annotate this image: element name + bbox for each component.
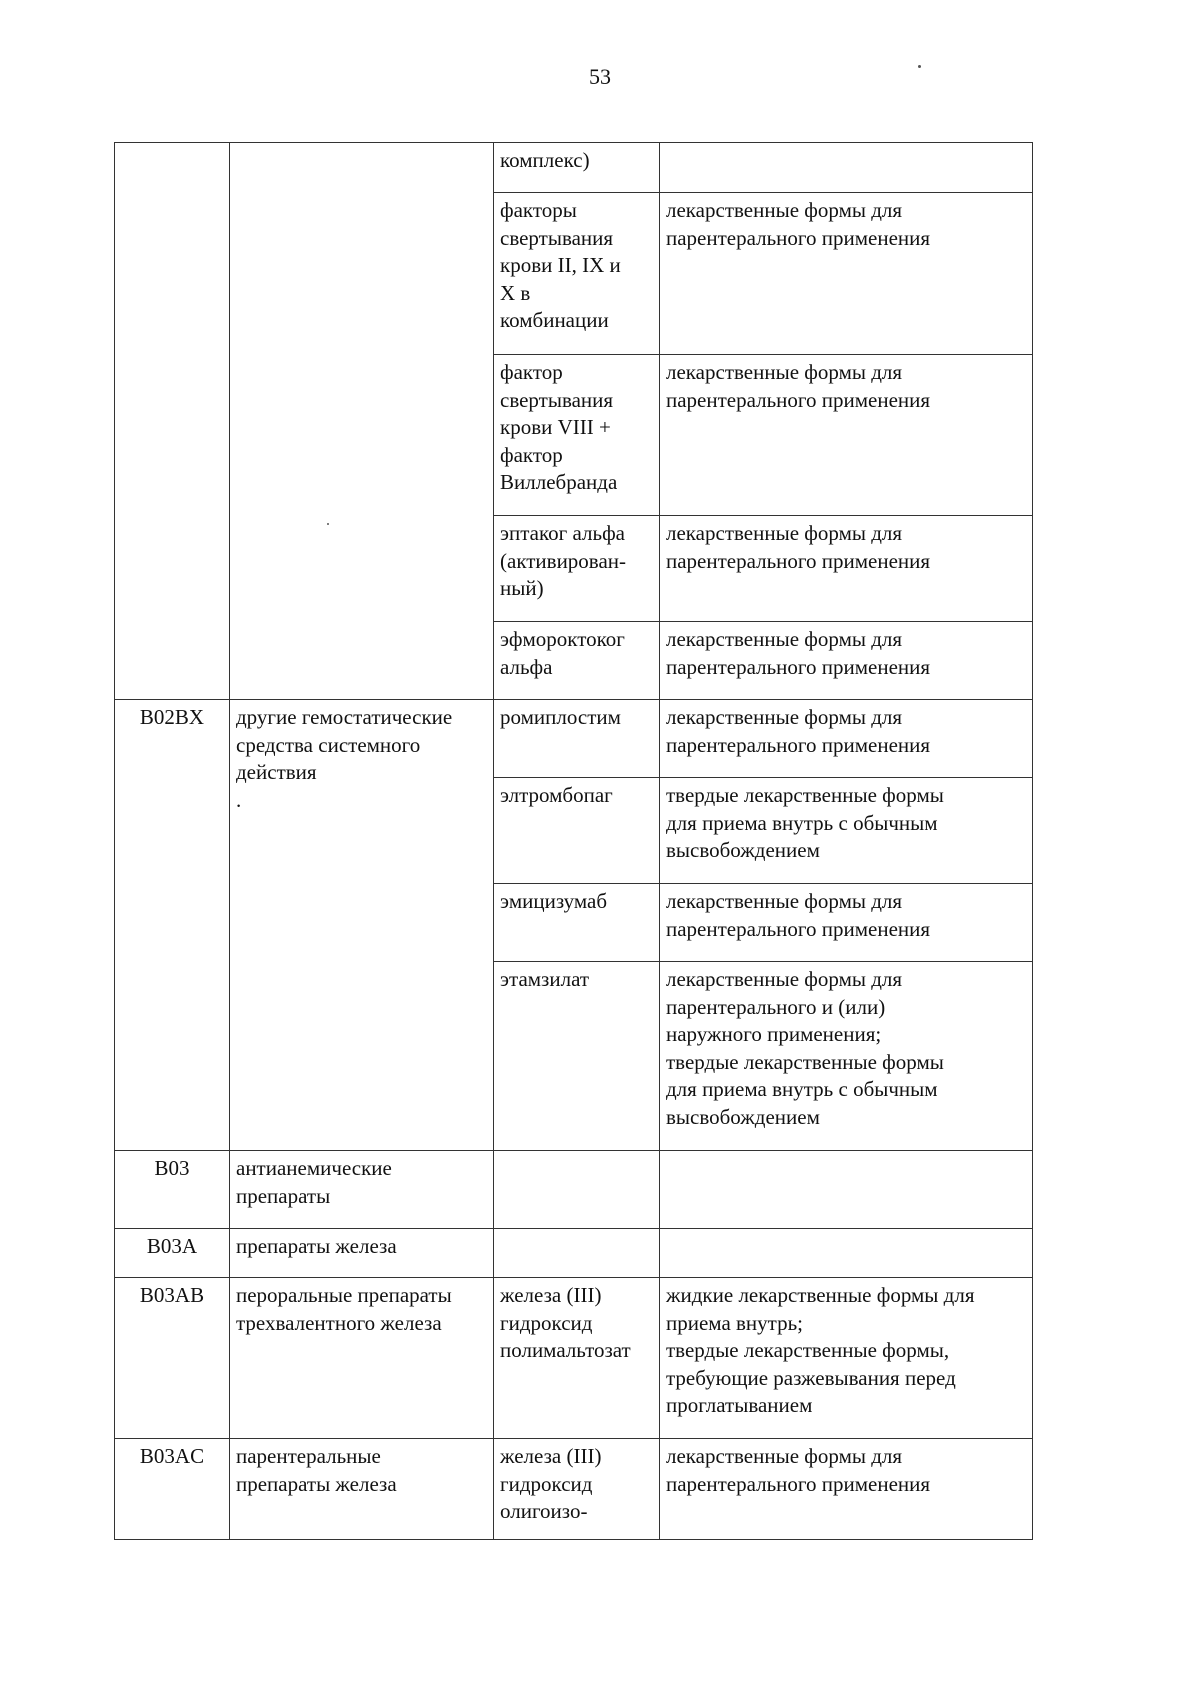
dosage-form-cell: твердые лекарственные формы для приема внутрь с обычным высвобождением xyxy=(660,778,1033,884)
table-row xyxy=(115,1278,1033,1439)
drug-name-cell: элтромбопаг xyxy=(494,778,660,884)
table-row xyxy=(115,1229,1033,1278)
anatomical-group-cell: другие гемостатические средства системного действия . xyxy=(230,700,494,1151)
table-row xyxy=(115,143,1033,193)
dosage-form-cell xyxy=(660,1151,1033,1229)
dosage-form-cell: лекарственные формы для парентерального и (или) наружного применения; твердые лекарственные формы для приема внутрь с обычным высвобождением xyxy=(660,962,1033,1151)
drug-name-cell: факторы свертывания крови II, IX и X в комбинации xyxy=(494,193,660,355)
drug-table-body xyxy=(115,143,1033,1540)
dosage-form-cell: лекарственные формы для парентерального применения xyxy=(660,193,1033,355)
scan-speck xyxy=(918,65,921,68)
drug-name-cell: комплекс) xyxy=(494,143,660,193)
atc-code-cell xyxy=(115,143,230,700)
atc-code-cell: B03AB xyxy=(115,1278,230,1439)
dosage-form-cell xyxy=(660,1229,1033,1278)
drug-name-cell: ромиплостим xyxy=(494,700,660,778)
dosage-form-cell: лекарственные формы для парентерального применения xyxy=(660,516,1033,622)
anatomical-group-cell: препараты железа xyxy=(230,1229,494,1278)
scan-speck xyxy=(327,523,329,525)
table-row xyxy=(115,1151,1033,1229)
atc-code-cell: B02BX xyxy=(115,700,230,1151)
dosage-form-cell: лекарственные формы для парентерального применения xyxy=(660,622,1033,700)
dosage-form-cell: лекарственные формы для парентерального применения xyxy=(660,700,1033,778)
dosage-form-cell: лекарственные формы для парентерального применения xyxy=(660,355,1033,516)
drug-name-cell: фактор свертывания крови VIII + фактор Виллебранда xyxy=(494,355,660,516)
page-number: 53 xyxy=(589,64,611,89)
atc-code-cell: B03A xyxy=(115,1229,230,1278)
drug-name-cell: эптаког альфа (активирован- ный) xyxy=(494,516,660,622)
drug-name-cell xyxy=(494,1229,660,1278)
atc-code-cell: B03 xyxy=(115,1151,230,1229)
dosage-form-cell: лекарственные формы для парентерального применения xyxy=(660,1439,1033,1540)
drug-name-cell: железа (III) гидроксид олигоизо- xyxy=(494,1439,660,1540)
table-row xyxy=(115,1439,1033,1540)
drug-name-cell: железа (III) гидроксид полимальтозат xyxy=(494,1278,660,1439)
drug-name-cell: этамзилат xyxy=(494,962,660,1151)
dosage-form-cell xyxy=(660,143,1033,193)
drug-table xyxy=(114,142,1033,1540)
table-row xyxy=(115,700,1033,778)
dosage-form-cell: лекарственные формы для парентерального применения xyxy=(660,884,1033,962)
anatomical-group-cell: пероральные препараты трехвалентного железа xyxy=(230,1278,494,1439)
drug-name-cell: эфмороктоког альфа xyxy=(494,622,660,700)
anatomical-group-cell: парентеральные препараты железа xyxy=(230,1439,494,1540)
anatomical-group-cell: антианемические препараты xyxy=(230,1151,494,1229)
drug-name-cell: эмицизумаб xyxy=(494,884,660,962)
dosage-form-cell: жидкие лекарственные формы для приема внутрь; твердые лекарственные формы, требующие разжевывания перед проглатыванием xyxy=(660,1278,1033,1439)
anatomical-group-cell xyxy=(230,143,494,700)
drug-name-cell xyxy=(494,1151,660,1229)
atc-code-cell: B03AC xyxy=(115,1439,230,1540)
